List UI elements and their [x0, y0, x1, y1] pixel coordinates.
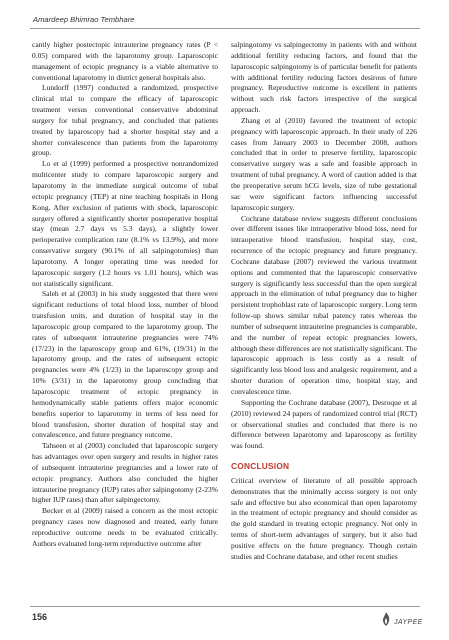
publisher-name: JAYPEE	[394, 618, 423, 626]
right-column	[231, 40, 417, 563]
paragraph: Lundorff (1997) conducted a randomized, prospective clinical trial to compare the efficacy of laparoscopic treatment versus conventional conservative abdominal surgery for tubal pregnancy, and concluded that patients treated by laparoscopy had a shorter hospital stay and a shorter convalescence than patients from the laparotomy group.	[32, 83, 218, 158]
paragraph: Cochrane database review suggests different conclusions over different issues like intraoperative blood loss, need for intraoperative blood transfusion, hospital stay, cost, recurrence of the ectopic pregnancy and future pregnancy. Cochrane database (2007) reviewed the various treatment options and commented that the laparoscopic conservative surgery is significantly less successful than the open surgical approach in the elimination of tubal pregnancy due to higher persistent trophoblast rate of laparoscopic surgery. Long term follow-up shows similar tubal patency rates whereas the number of subsequent intrauterine pregnancies is comparable, and the number of repeat ectopic pregnancies lowers, although these differences are not statistically significant. The laparoscopic approach is less costly as a result of significantly less blood loss and analgesic requirement, and a shorter duration of operation time, hospital stay, and convalescence time.	[231, 213, 417, 396]
paragraph: Tahseen et al (2003) concluded that laparoscopic surgery has advantages over open surgery and results in higher rates of subsequent intrauterine pregnancies and a lower rate of ectopic pregnancy. Authors also concluded the higher intrauterine pregnancy (IUP) rates after salpingotomy (2-23% higher IUP rates) than after salpingectomy.	[32, 441, 218, 505]
paragraph: Saleh et al (2003) in his study suggested that there were significant reductions of total blood loss, number of blood transfusion units, and duration of hospital stay in the laparoscopic group compared to the laparotomy group. The rates of subsequent intrauterine pregnancies were 74% (17/23) in the laparoscopy group and 61%, (19/31) in the laparotomy group, and the rates of subsequent ectopic pregnancies were 4% (1/23) in the laparoscopy group and 10% (3/31) in the laparotomy group concluding that laparoscopic treatment of ectopic pregnancy in hemodynamically stable patients offers major economic benefits superior to laparotomy in terms of less need for blood transfusion, shorter duration of hospital stay and convalescence, and future pregnancy outcome.	[32, 289, 218, 440]
flame-icon	[380, 611, 392, 627]
running-head: Amardeep Bhimrao Tembhare	[33, 15, 135, 24]
paragraph: Lo et al (1999) performed a prospective nonrandomized multicenter study to compare laparoscopic surgery and laparotomy in the immediate surgical outcome of tubal ectopic pregnancy (TEP) at nine teaching hospitals in Hong Kong. After exclusion of patients with shock, laparoscopic surgery offered a significantly shorter postoperative hospital stay (mean 2.7 days vs 5.3 days), a slightly lower perioperative complication rate (8.1% vs 13.9%), and more conservative surgery (90.1% of all salpingotomies) than laparotomy. A longer operating time was needed for laparoscopic surgery (1.2 hours vs 1.01 hours), which was not statistically significant.	[32, 159, 218, 288]
paragraph: salpingotomy vs salpingectomy in patients with and without additional fertility reducing factors, and found that the laparoscopic salpingotomy is of particular benefit for patients with additional fertility reducing factors desirous of future pregnancy. Reproductive outcome is excellent in patients without such risk factors irrespective of the surgical approach.	[231, 40, 417, 115]
footer-divider	[30, 606, 420, 607]
paragraph: cantly higher postectopic intrauterine pregnancy rates (P < 0.05) compared with the laparotomy group. Laparoscopic management of ectopic pregnancy is a viable alternative to conventional laparotomy in district general hospitals also.	[32, 40, 218, 82]
header-divider	[30, 28, 420, 29]
left-column	[32, 40, 218, 550]
page-number: 156	[32, 612, 48, 622]
publisher-logo	[380, 611, 423, 627]
paragraph: Supporting the Cochrane database (2007), Desroque et al (2010) reviewed 24 papers of randomized control trial (RCT) or observational studies and concluded that there is no difference between laparotomy and laparoscopy as fertility was found.	[231, 397, 417, 451]
conclusion-paragraph: Critical overview of literature of all possible approach demonstrates that the minimally access surgery is not only safe and effective but also economical than open laparotomy in the treatment of ectopic pregnancy and should consider as the gold standard in treating ectopic pregnancy. Not only in terms of short-term advantages of surgery, but it also had positive effects on the future pregnancy. Though certain studies and Cochrane database, and other recent studies	[231, 475, 417, 561]
conclusion-heading: CONCLUSION	[231, 461, 290, 472]
paragraph: Becker et al (2009) raised a concern as the most ectopic pregnancy cases now diagnosed and treated, early future reproductive outcome needs to be evaluated critically. Authors evaluated long-term reproductive outcome after	[32, 506, 218, 548]
paragraph: Zhang et al (2010) favored the treatment of ectopic pregnancy with laparoscopic approach. In their study of 226 cases from January 2003 to December 2008, authors concluded that in order to preserve fertility, laparoscopic conservative surgery was a safe and feasible approach in treatment of tubal pregnancy. A word of caution added is that the preoperative serum hCG levels, size of tube gestational sac were significant factors influencing successful laparoscopic surgery.	[231, 115, 417, 212]
